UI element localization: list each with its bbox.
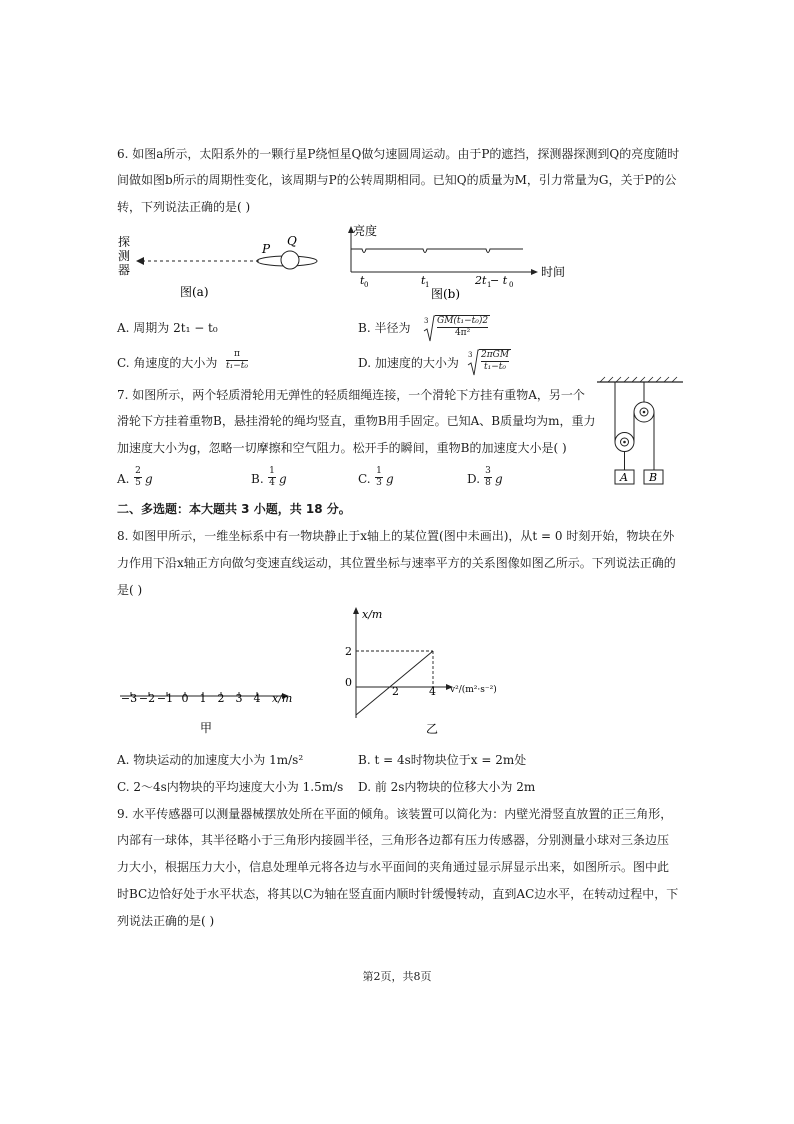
q9-line-3: 力大小，根据压力大小，信息处理单元将各边与水平面间的夹角通过显示屏显示出来，如图所示。图中此: [117, 860, 670, 874]
q8-line-2: 力作用下沿x轴正方向做匀变速直线运动，其位置坐标与速率平方的关系图像如图乙所示。下列说法正确的: [117, 556, 676, 570]
detector-char-3: 器: [118, 263, 131, 277]
caption-fig-a: 图(a): [180, 285, 209, 299]
q8-figure-yi: [336, 600, 526, 740]
q6-figure-a: [112, 228, 332, 308]
tick-t1: t: [421, 274, 426, 287]
x-tick-2: 2: [392, 685, 399, 698]
tick-label: 2: [217, 692, 225, 705]
data-line: [356, 651, 433, 715]
x-tick-4: 4: [429, 685, 436, 698]
q6-option-b-prefix: B. 半径为: [358, 321, 411, 335]
fixed-pulley-axle: [643, 411, 646, 414]
q7-line-3: 加速度大小为g，忽略一切摩擦和空气阻力。松开手的瞬间，重物B的加速度大小是( ): [117, 441, 567, 455]
xlabel-time: 时间: [541, 265, 566, 279]
q7-option-c-numerator: 1: [376, 466, 382, 476]
q6-option-d-fraction: [479, 349, 511, 373]
section-heading: 二、多选题：本大题共 3 小题，共 18 分。: [117, 502, 351, 516]
x-axis-label: v²/(m²·s⁻²): [450, 685, 497, 695]
q9-line-4: 时BC边恰好处于水平状态，将其以C为轴在竖直面内顺时针缓慢转动，直到AC边水平，在转动过程中，下: [117, 887, 679, 901]
q7-option-c-label: C.: [358, 472, 371, 486]
q6-option-b-fraction: [435, 315, 490, 339]
tick-t0: t: [360, 274, 365, 287]
q8-line-1: 8. 如图甲所示，一维坐标系中有一物块静止于x轴上的某位置(图中未画出)，从t = 0 时刻开始，物块在外: [117, 529, 675, 543]
q7-option-d-fraction: [484, 466, 492, 489]
q6-option-c-prefix: C. 角速度的大小为: [117, 356, 218, 370]
q9-line-5: 列说法正确的是( ): [117, 914, 215, 928]
y-tick-0: 0: [345, 676, 352, 689]
star-q: [281, 251, 299, 269]
q7-line-1: 7. 如图所示，两个轻质滑轮用无弹性的轻质细绳连接，一个滑轮下方挂有重物A，另一个: [117, 388, 585, 402]
tick-minus-t0: − t: [490, 274, 508, 287]
q7-option-d-label: D.: [467, 472, 481, 486]
q7-option-b-denominator: 4: [269, 478, 275, 488]
q7-option-b-fraction: [268, 466, 276, 489]
q6-line-1: 6. 如图a所示，太阳系外的一颗行星P绕恒星Q做匀速圆周运动。由于P的遮挡，探测器探测到Q的亮度随时: [117, 147, 680, 161]
q8-option-b: B. t = 4s时物块位于x = 2m处: [358, 753, 527, 767]
brightness-curve: [351, 249, 523, 253]
tick-label: 0: [181, 692, 189, 705]
q9-line-1: 9. 水平传感器可以测量器械摆放处所在平面的倾角。该装置可以简化为：内壁光滑竖直放置的正三角形，: [117, 807, 673, 821]
axis-label-x: x/m: [272, 692, 293, 705]
q6-option-b-root-index: 3: [424, 317, 429, 325]
caption-jia: 甲: [200, 721, 213, 735]
tick-label: −2: [138, 692, 156, 705]
q6-option-b-denominator: 4π²: [437, 327, 488, 339]
tick-label: 3: [235, 692, 243, 705]
q7-option-b-unit: g: [279, 472, 287, 486]
caption-fig-b: 图(b): [431, 287, 461, 301]
arrow-right-icon: [531, 269, 538, 275]
q7-option-d-unit: g: [495, 472, 503, 486]
q7-option-b-label: B.: [251, 472, 264, 486]
tick-label: −1: [156, 692, 174, 705]
q6-option-d-denominator: t₁−t₀: [481, 361, 509, 373]
q6-option-b-numerator: GM(t₁−t₀)2: [437, 316, 489, 326]
q7-option-a-denominator: 5: [135, 478, 141, 488]
q9-line-2: 内部有一球体，其半径略小于三角形内接圆半径，三角形各边都有压力传感器，分别测量小球对三条边压: [117, 833, 670, 847]
weight-a-label: A: [620, 471, 628, 484]
q8-option-d: D. 前 2s内物块的位移大小为 2m: [358, 780, 536, 794]
q6-option-d-prefix: D. 加速度的大小为: [358, 356, 459, 370]
q7-option-b-numerator: 1: [269, 466, 275, 476]
q6-option-d-numerator: 2πGM: [481, 350, 510, 360]
tick-label: −3: [120, 692, 138, 705]
q7-pulley-figure: [595, 376, 687, 488]
label-p: P: [262, 242, 271, 256]
detector-char-1: 探: [118, 235, 131, 249]
page-footer: 第2页，共8页: [362, 970, 432, 983]
q7-option-c-unit: g: [386, 472, 394, 486]
q8-option-a: A. 物块运动的加速度大小为 1m/s²: [117, 753, 304, 767]
q6-option-d-root-index: 3: [468, 351, 473, 359]
y-tick-2: 2: [345, 645, 352, 658]
ylabel-brightness: 亮度: [353, 224, 378, 238]
q7-option-c-fraction: [375, 466, 383, 489]
q8-figure-jia: [112, 680, 312, 740]
q6-option-c-denominator: t₁−t₀: [226, 361, 248, 371]
y-axis-label: x/m: [362, 608, 383, 621]
q7-option-d-numerator: 3: [485, 466, 491, 476]
radical-icon: [423, 315, 435, 343]
weight-b-label: B: [649, 471, 658, 484]
q6-figure-b: [345, 222, 580, 302]
tick-minus-t0-sub: 0: [509, 281, 514, 289]
tick-t0-sub: 0: [364, 281, 369, 289]
tick-t1-sub: 1: [425, 281, 430, 289]
tick-label: 1: [199, 692, 207, 705]
ceiling-hatch: [600, 377, 677, 382]
q6-line-2: 间做如图b所示的周期性变化，该周期与P的公转周期相同。已知Q的质量为M，引力常量为G，关于P的公: [117, 173, 677, 187]
arrow-up-icon: [353, 607, 359, 614]
q6-option-c-numerator: π: [234, 349, 240, 359]
q7-option-a-label: A.: [117, 472, 130, 486]
detector-char-2: 测: [118, 249, 131, 263]
q7-option-a-fraction: [134, 466, 142, 489]
q7-option-a-unit: g: [145, 472, 153, 486]
q8-option-c: C. 2～4s内物块的平均速度大小为 1.5m/s: [117, 780, 344, 794]
tick-label: 4: [253, 692, 261, 705]
q6-option-c-fraction: [226, 349, 248, 372]
q7-line-2: 滑轮下方挂着重物B，悬挂滑轮的绳均竖直，重物B用手固定。已知A、B质量均为m，重力: [117, 414, 596, 428]
caption-yi: 乙: [426, 722, 439, 736]
tick-2t1: 2t: [475, 274, 487, 287]
q6-line-3: 转，下列说法正确的是( ): [117, 200, 251, 214]
arrow-left-icon: [136, 257, 144, 265]
radical-icon: [467, 349, 479, 377]
q7-option-c-denominator: 3: [376, 478, 382, 488]
tick-2t1-sub: 1: [487, 281, 492, 289]
q8-line-3: 是( ): [117, 583, 143, 597]
number-line-labels: [121, 692, 261, 705]
q7-option-a-numerator: 2: [135, 466, 141, 476]
q6-option-a: A. 周期为 2t₁ − t₀: [117, 321, 218, 335]
q7-option-d-denominator: 8: [485, 478, 491, 488]
movable-pulley-axle: [623, 441, 626, 444]
label-q: Q: [287, 234, 297, 248]
